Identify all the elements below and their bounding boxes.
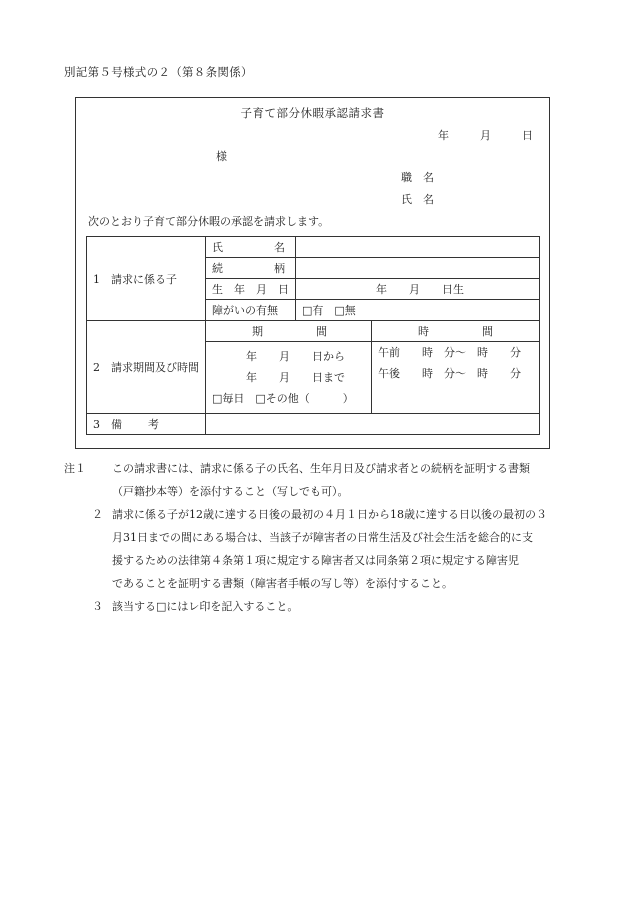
child-name-label: 氏 名 [206, 237, 296, 258]
note-1: 注１ この請求書には、請求に係る子の氏名、生年月日及び請求者との続柄を証明する書類 [64, 462, 530, 475]
form-title: 子育て部分休暇承認請求書 [240, 106, 385, 120]
table-row [87, 321, 540, 342]
form-heading: 別記第５号様式の２（第８条関係） [64, 65, 253, 79]
birthdate-label: 生 年 月 日 [206, 279, 296, 300]
remarks-field[interactable] [206, 414, 540, 435]
birthdate-field[interactable]: 年 月 日生 [296, 279, 540, 300]
time-pm: 午後 時 分～ 時 分 [378, 367, 521, 380]
note-2-cont: 援するための法律第４条第１項に規定する障害者又は同条第２項に規定する障害児 [112, 554, 519, 567]
note-2-cont: であることを証明する書類（障害者手帳の写し等）を添付すること。 [112, 577, 453, 590]
intro-text: 次のとおり子育て部分休暇の承認を請求します。 [88, 215, 330, 228]
period-header: 期 間 [206, 321, 372, 342]
section1-label: 1 請求に係る子 [87, 237, 206, 321]
date-year: 年 [438, 129, 449, 142]
table-row [87, 237, 540, 258]
period-field[interactable] [206, 342, 372, 414]
name-label: 氏 名 [401, 193, 434, 206]
date-month: 月 [480, 129, 491, 142]
disability-label: 障がいの有無 [206, 300, 296, 321]
notes [64, 457, 564, 618]
job-title-label: 職 名 [401, 171, 434, 184]
note-2: ２ 請求に係る子が12歳に達する日後の最初の４月１日から18歳に達する日以後の最初の３ [92, 508, 547, 521]
frequency-checkboxes[interactable]: □毎日 □その他（ ） [212, 392, 354, 405]
addressee: 様 [216, 150, 227, 163]
section2-label: 2 請求期間及び時間 [87, 321, 206, 414]
table-row [87, 414, 540, 435]
time-am: 午前 時 分～ 時 分 [378, 346, 521, 359]
date-day: 日 [522, 129, 533, 142]
time-header: 時 間 [372, 321, 540, 342]
date-line [438, 127, 533, 143]
note-3: ３ 該当する□にはレ印を記入すること。 [92, 600, 299, 613]
request-table [86, 236, 540, 435]
request-form [75, 97, 550, 449]
note-2-cont: 月31日までの間にある場合は、当該子が障害者の日常生活及び社会生活を総合的に支 [112, 531, 533, 544]
section3-label: 3 備 考 [87, 414, 206, 435]
relationship-label: 続 柄 [206, 258, 296, 279]
period-to: 年 月 日まで [246, 371, 345, 384]
period-from: 年 月 日から [246, 350, 345, 363]
disability-checkboxes[interactable]: □有 □無 [296, 300, 540, 321]
note-1-cont: （戸籍抄本等）を添付すること（写しでも可）。 [112, 485, 349, 498]
relationship-field[interactable] [296, 258, 540, 279]
time-field[interactable] [372, 342, 540, 414]
child-name-field[interactable] [296, 237, 540, 258]
